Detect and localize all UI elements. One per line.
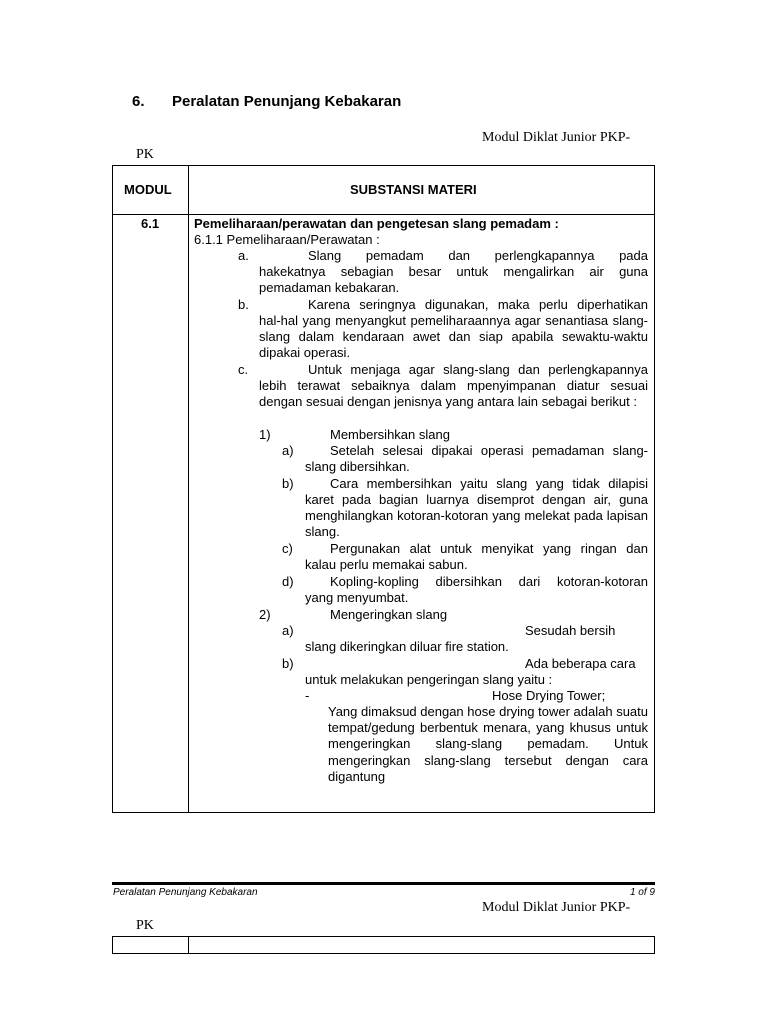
step-1-title: Membersihkan slang [330,427,450,442]
step-2a-first-line: Sesudah bersih [525,623,616,638]
step-1a-text: slang dibersihkan. [305,459,410,474]
item-a-first-line: Slang pemadam dan perlengkapannya pada [308,248,648,263]
section-heading [132,93,401,110]
step-2a-text: slang dikeringkan diluar fire station. [305,639,509,654]
step-2b-text: untuk melakukan pengeringan slang yaitu : [305,672,553,687]
table-column-divider [188,165,189,813]
step-1d-label: d) [282,574,294,589]
step-2b-first-line: Ada beberapa cara [525,656,636,671]
column-header-substansi: SUBSTANSI MATERI [350,182,477,197]
dash-bullet: - [305,688,310,703]
footer-title: Peralatan Penunjang Kebakaran [113,887,258,898]
step-1c-text: kalau perlu memakai sabun. [305,557,468,572]
hose-drying-tower-text: Yang dimaksud dengan hose drying tower adalah suatu tempat/gedung berbentuk menara, yang khusus untuk mengeringkan slang-slang pemadam. Untuk mengeringkan slang-slang tersebut dengan cara digantung [328,704,648,784]
running-header-line1: Modul Diklat Junior PKP- [482,130,631,145]
table-header-divider [112,214,655,215]
next-page-header-line2: PK [136,918,154,933]
item-b-label: b. [238,297,249,312]
step-1b-first-line: Cara membersihkan yaitu slang yang tidak dilapisi [330,476,648,491]
step-1d-text: yang menyumbat. [305,590,409,605]
next-page-table-divider [188,936,189,954]
step-2b-label: b) [282,656,294,671]
row-number: 6.1 [141,216,160,231]
step-2-label: 2) [259,607,271,622]
page-number: 1 of 9 [629,887,655,898]
section-title: Peralatan Penunjang Kebakaran [172,93,402,110]
next-page-table [112,936,655,954]
step-1b-label: b) [282,476,294,491]
item-a-label: a. [238,248,249,263]
step-1c-first-line: Pergunakan alat untuk menyikat yang ringan dan [330,541,648,556]
running-header-line2: PK [136,147,154,162]
sub-heading: 6.1.1 Pemeliharaan/Perawatan : [194,232,380,247]
row-title: Pemeliharaan/perawatan dan pengetesan slang pemadam : [194,216,559,231]
item-a-text: hakekatnya sebagian besar untuk mengalirkan air guna pemadaman kebakaran. [259,264,648,296]
step-1d-first-line: Kopling-kopling dibersihkan dari kotoran-kotoran [330,574,648,589]
item-c-label: c. [238,362,249,377]
footer-rule [112,882,655,885]
column-header-modul: MODUL [124,182,172,197]
step-2a-label: a) [282,623,294,638]
step-1a-label: a) [282,443,294,458]
step-2-title: Mengeringkan slang [330,607,448,622]
step-1-label: 1) [259,427,271,442]
section-number: 6. [132,93,145,110]
step-1b-text: karet pada bagian luarnya disemprot dengan air, guna menghilangkan kotoran-kotoran yang melekat pada lapisan slang. [305,492,648,540]
next-page-header-line1: Modul Diklat Junior PKP- [482,900,631,915]
hose-drying-tower-title: Hose Drying Tower; [492,688,606,703]
step-1c-label: c) [282,541,293,556]
step-1a-first-line: Setelah selesai dipakai operasi pemadaman slang- [330,443,648,458]
item-c-first-line: Untuk menjaga agar slang-slang dan perlengkapannya [308,362,648,377]
item-b-first-line: Karena seringnya digunakan, maka perlu diperhatikan [308,297,648,312]
item-b-text: hal-hal yang menyangkut pemeliharaannya agar senantiasa slang-slang dalam kendaraan awet dan siap apabila sewaktu-waktu dipakai operasi. [259,313,648,361]
item-c-text: lebih terawat sebaiknya dalam mpenyimpanan diatur sesuai dengan sesuai dengan jenisnya yang antara lain sebagai berikut : [259,378,648,410]
